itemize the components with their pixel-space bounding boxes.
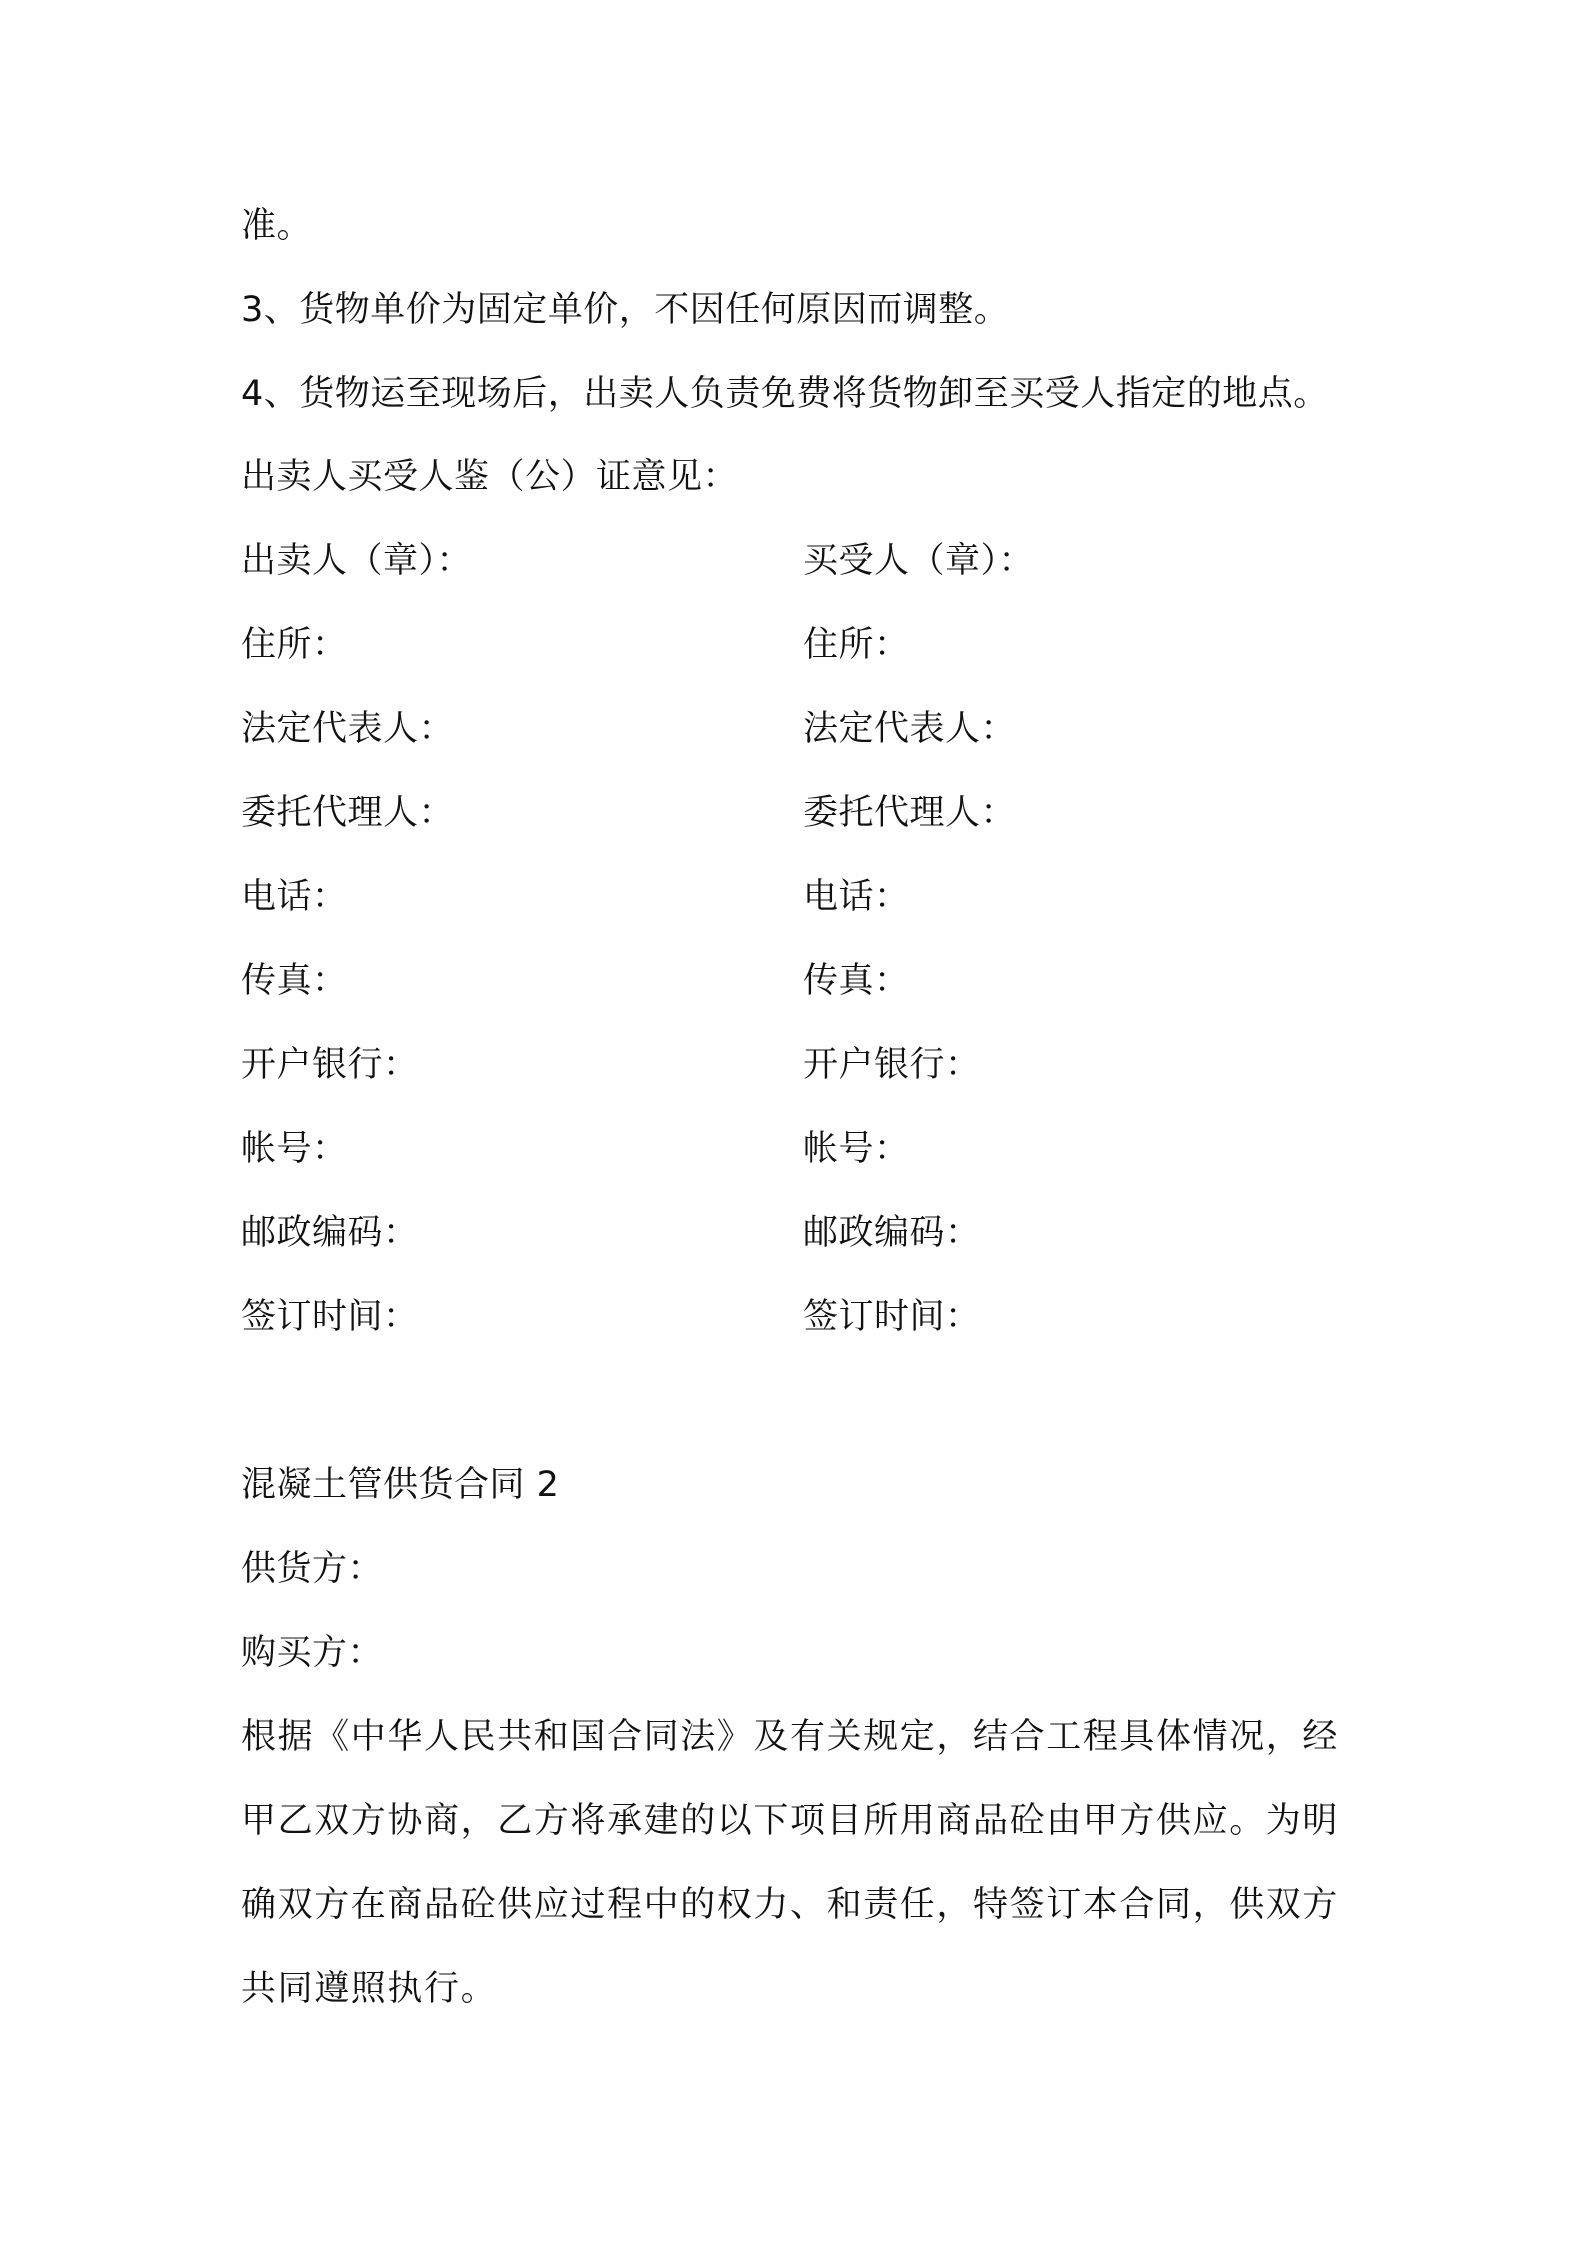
seller-stamp-label: 出卖人（章）： [241, 541, 473, 581]
seller-address-label: 住所： [241, 625, 348, 665]
buyer-account-label: 帐号： [803, 1129, 910, 1169]
buyer-bank-label: 开户银行： [803, 1045, 981, 1085]
seller-postcode-label: 邮政编码： [241, 1213, 419, 1253]
contract2-paragraph-line-4: 共同遵照执行。 [241, 1969, 498, 2009]
intro-continuation: 准。 [241, 206, 313, 246]
contract2-paragraph-line-1: 根据《中华人民共和国合同法》及有关规定，结合工程具体情况，经 [241, 1717, 1340, 1757]
buyer-postcode-label: 邮政编码： [803, 1213, 981, 1253]
seller-agent-label: 委托代理人： [241, 793, 455, 833]
purchaser-label: 购买方： [241, 1633, 384, 1673]
buyer-phone-label: 电话： [803, 877, 910, 917]
buyer-fax-label: 传真： [803, 961, 910, 1001]
buyer-address-label: 住所： [803, 625, 910, 665]
buyer-sign-date-label: 签订时间： [803, 1297, 981, 1337]
buyer-stamp-label: 买受人（章）： [803, 541, 1035, 581]
clause-4: 4、货物运至现场后，出卖人负责免费将货物卸至买受人指定的地点。 [241, 374, 1329, 414]
seller-phone-label: 电话： [241, 877, 348, 917]
contract2-paragraph-line-3: 确双方在商品砼供应过程中的权力、和责任，特签订本合同，供双方 [241, 1885, 1340, 1925]
supplier-label: 供货方： [241, 1549, 384, 1589]
contract2-paragraph-line-2: 甲乙双方协商，乙方将承建的以下项目所用商品砼由甲方供应。为明 [241, 1801, 1340, 1841]
seller-account-label: 帐号： [241, 1129, 348, 1169]
seller-fax-label: 传真： [241, 961, 348, 1001]
notary-opinion-label: 出卖人买受人鉴（公）证意见： [241, 457, 739, 497]
contract2-title: 混凝土管供货合同 2 [241, 1465, 560, 1505]
buyer-legal-rep-label: 法定代表人： [803, 709, 1017, 749]
seller-legal-rep-label: 法定代表人： [241, 709, 455, 749]
clause-3: 3、货物单价为固定单价，不因任何原因而调整。 [241, 290, 1010, 330]
buyer-agent-label: 委托代理人： [803, 793, 1017, 833]
seller-sign-date-label: 签订时间： [241, 1297, 419, 1337]
seller-bank-label: 开户银行： [241, 1045, 419, 1085]
